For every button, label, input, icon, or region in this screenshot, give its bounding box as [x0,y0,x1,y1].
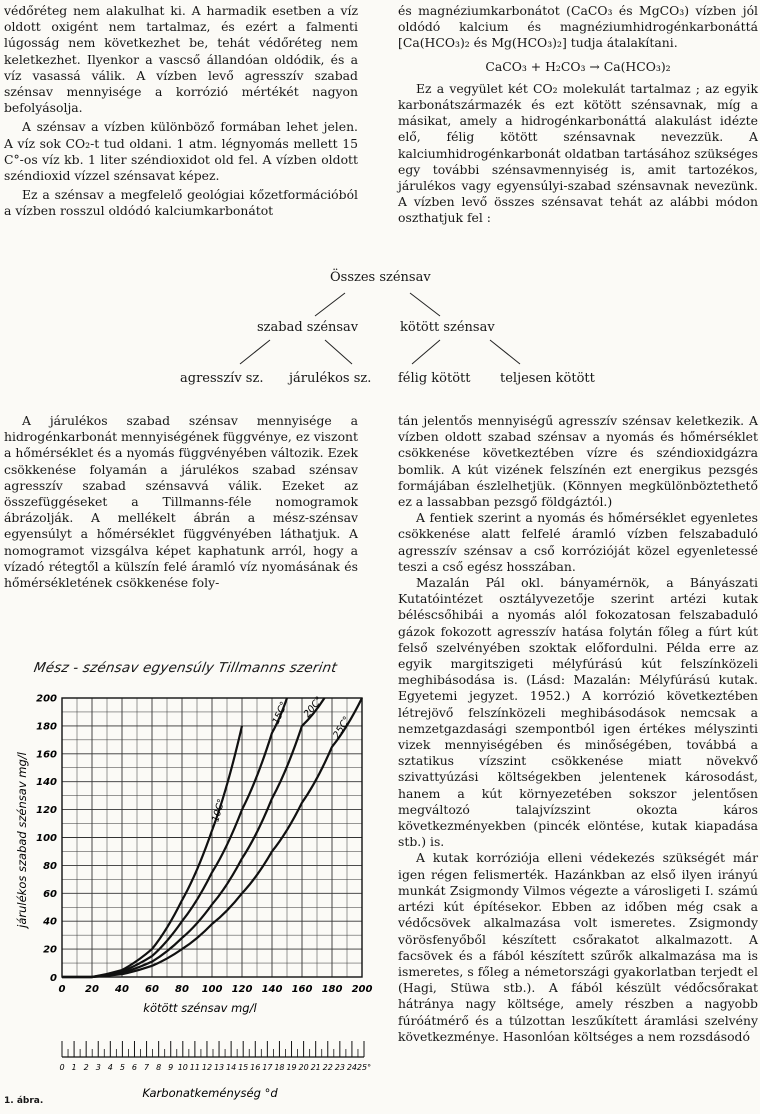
y-tick-label: 120 [36,805,57,817]
x-tick-label: 140 [261,984,283,995]
hardness-tick-label: 11 [189,1063,200,1072]
hardness-tick-label: 17 [262,1063,273,1072]
curve-label: 25C° [331,714,353,741]
tree-aggressive-label: agresszív sz. [180,371,264,386]
tree-equilibrium-label: járulékos sz. [289,371,372,386]
paragraph: és magnéziumkarbonátot (CaCO₃ és MgCO₃) vízben jól oldódó kalcium és magnéziumhidrogénkarbonáttá [Ca(HCO₃)₂ és Mg(HCO₃)₂] tudja átalakítani. [398,3,758,51]
hardness-tick-label: 4 [107,1063,113,1072]
x-tick-label: 200 [351,984,373,995]
hardness-tick-label: 6 [131,1063,138,1072]
paragraph: A szénsav a vízben különböző formában lehet jelen. A víz sok CO₂-t tud oldani. 1 atm. légnyomás mellett 15 C°-os víz kb. 1 liter széndioxidot old fel. A vízben oldott széndioxid vízzel szénsavat képez. [4,119,358,184]
x-tick-label: 120 [231,984,253,995]
tillmanns-figure [0,620,392,1114]
y-tick-label: 60 [43,888,57,900]
curve-label: 15C° [270,700,291,727]
paragraph: Ez a szénsav a megfelelő geológiai kőzetformációból a vízben rosszul oldódó kalciumkarbonátot [4,187,358,219]
paragraph: tán jelentős mennyiségű agresszív szénsav keletkezik. A vízben oldott szabad szénsav a nyomás és hőmérséklet csökkenése következtében vízre és széndioxidgázra bomlik. A kút vizének felszínén ezt energikus pezsgés formájában észlelhetjük. (Könnyen megkülönböztethető ez a lassabban pezsgő földgáztól.) [398,413,758,510]
x-tick-label: 60 [145,984,159,995]
hardness-tick-label: 0 [59,1063,65,1072]
hardness-tick-label: 23 [334,1063,345,1072]
x-tick-label: 0 [58,984,66,995]
carbonic-acid-tree-diagram [0,268,760,398]
tree-connectors [0,268,760,398]
tillmanns-chart [0,620,392,1114]
paragraph: Mazalán Pál okl. bányamérnök, a Bányászati Kutatóintézet osztályvezetője szerint artézi kutak béléscsőhibái a nyomás alól fokozatosan felszabaduló gázok fokozott agresszív hatása folytán főleg a fúrt kút felső szelvényében szoktak előfordulni. Példa erre az egyik margitszigeti mélyfúrású kút felszínközeli meghibásodása is. (Lásd: Mazalán: Mélyfúrású kutak. Egyetemi jegyzet. 1952.) A korrózió következtében létrejövő felszínközeli meghibásodások nemcsak a nemzetgazdasági szempontból igen értékes mélyszinti vizek mennyiségében és minőségében, továbbá a sztatikus vízszint csökkenése miatt növekvő szivattyúzási költségekben jelentenek károsodást, hanem a kút környezetében sokszor jelentősen megváltozó talajvízszint okozta káros következményekben (pincék elöntése, kutak kiapadása stb.) is. [398,575,758,850]
hardness-tick-label: 24 [346,1063,358,1072]
figure-title: Mész - szénsav egyensúly Tillmanns szerint [32,660,339,676]
tree-bound-label: kötött szénsav [400,320,495,335]
x-axis-label: kötött szénsav mg/l [143,1001,257,1015]
right-column-top [398,3,758,227]
y-tick-label: 20 [43,944,57,956]
left-column-top [4,3,358,220]
hardness-tick-label: 2 [83,1063,89,1072]
x-tick-label: 180 [321,984,343,995]
chemical-equation: CaCO₃ + H₂CO₃ → Ca(HCO₃)₂ [485,58,671,74]
x-tick-label: 80 [175,984,189,995]
y-tick-label: 80 [43,860,57,872]
hardness-tick-label: 21 [310,1063,321,1072]
paragraph: A kutak korróziója elleni védekezés szükségét már igen régen felismerték. Hazánkban az első ilyen irányú munkát Zsigmondy Vilmos végezte a városligeti I. számú artézi kút építésekor. Ebben az időben még csak a védőcsövek alkalmazása volt ismeretes. Zsigmondy vörösfenyőből készített csőrakatot alkalmazott. A facsövek és a fából készített szűrők alkalmazása ma is ismeretes, s főleg a németországi gyakorlatban terjedt el (Hagi, Stüwa stb.). A fából készült védőcsőrakat hátránya nagy költsége, amely részben a nagyobb fúróátmérő és a túlzottan leszűkített áramlási szelvény következménye. Hasonlóan költséges a nem rozsdásodó [398,850,758,1044]
x-tick-label: 160 [291,984,313,995]
hardness-tick-label: 3 [95,1063,101,1072]
hardness-tick-label: 18 [274,1063,285,1072]
chart-grid [62,698,362,977]
y-tick-label: 0 [50,973,57,984]
tree-free-label: szabad szénsav [257,320,359,335]
tree-root-label: Összes szénsav [330,270,431,285]
x-tick-label: 20 [85,984,99,995]
y-axis-label: járulékos szabad szénsav mg/l [15,752,29,928]
chart-labels [210,695,353,824]
paragraph: A fentiek szerint a nyomás és hőmérséklet egyenletes csökkenése alatt felfelé áramló vízben felszabaduló agresszív szénsav a cső korrózióját közel egyenletessé teszi a cső egész hosszában. [398,510,758,574]
figure-caption: 1. ábra. [4,1096,44,1106]
right-column-bottom [398,413,758,1045]
left-column-bottom [4,413,358,591]
hardness-tick-label: 19 [286,1063,297,1072]
hardness-tick-label: 5 [119,1063,125,1072]
y-tick-label: 160 [36,749,57,761]
curve-label: 20C° [301,694,326,720]
hardness-tick-label: 10 [177,1063,188,1072]
hardness-scale [59,1041,371,1072]
hardness-tick-label: 7 [144,1063,150,1072]
hardness-tick-label: 13 [213,1063,225,1072]
curve-label: 10C° [210,797,228,824]
hardness-tick-label: 9 [168,1063,174,1072]
secondary-axis-label: Karbonatkeménység °d [142,1086,278,1100]
chart-axes [36,694,372,996]
y-tick-label: 100 [36,833,57,844]
hardness-tick-label: 25° [356,1063,372,1072]
hardness-tick-label: 8 [156,1063,162,1072]
hardness-tick-label: 12 [201,1063,213,1072]
y-tick-label: 180 [36,721,57,733]
hardness-tick-label: 22 [322,1063,333,1072]
x-tick-label: 100 [201,984,223,995]
y-tick-label: 200 [36,693,57,705]
tree-fully-bound-label: teljesen kötött [500,371,595,386]
hardness-tick-label: 20 [298,1063,309,1072]
paragraph: védőréteg nem alakulhat ki. A harmadik esetben a víz oldott oxigént nem tartalmaz, és ezért a falmenti lúgosság nem következhet be, tehát védőréteg nem keletkezhet. Ilyenkor a vascső állandóan oldódik, és a víz vasassá válik. A vízben levő agresszív szabad szénsav mennyisége a korrózió mértékét nagyon befolyásolja. [4,3,358,116]
hardness-tick-label: 16 [250,1063,261,1072]
paragraph: Ez a vegyület két CO₂ molekulát tartalmaz ; az egyik karbonátszármazék és ezt kötött szénsavnak, míg a másikat, amely a hidrogénkarbonáttá alakulást idézte elő, félig kötött szénsavnak nevezzük. A kalciumhidrogénkarbonát oldatban tartásához szükséges egy további szénsavmennyiség is, amit tartozékos, járulékos vagy egyensúlyi-szabad szénsavnak nevezünk. A vízben levő összes szénsavat tehát az alábbi módon oszthatjuk fel : [398,80,758,226]
y-tick-label: 40 [43,916,57,928]
hardness-tick-label: 1 [71,1063,77,1072]
hardness-tick-label: 14 [226,1063,237,1072]
tree-half-bound-label: félig kötött [398,371,471,386]
y-tick-label: 140 [36,777,57,789]
paragraph: A járulékos szabad szénsav mennyisége a hidrogénkarbonát mennyiségének függvénye, ez viszont a hőmérséklet és a nyomás függvényében változik. Ezek csökkenése folyamán a járulékos szabad szénsav agresszív szabad szénsavvá válik. Ezeket az összefüggéseket a Tillmanns-féle nomogramok ábrázolják. A mellékelt ábrán a mész-szénsav egyensúlyt a hőmérséklet függvényében láthatjuk. A nomogramot vizsgálva képet kaphatunk arról, hogy a vízadó rétegtől a külszín felé áramló víz nyomásának és hőmérsékletének csökkenése foly- [4,413,358,591]
hardness-tick-label: 15 [238,1063,249,1072]
x-tick-label: 40 [115,984,129,995]
